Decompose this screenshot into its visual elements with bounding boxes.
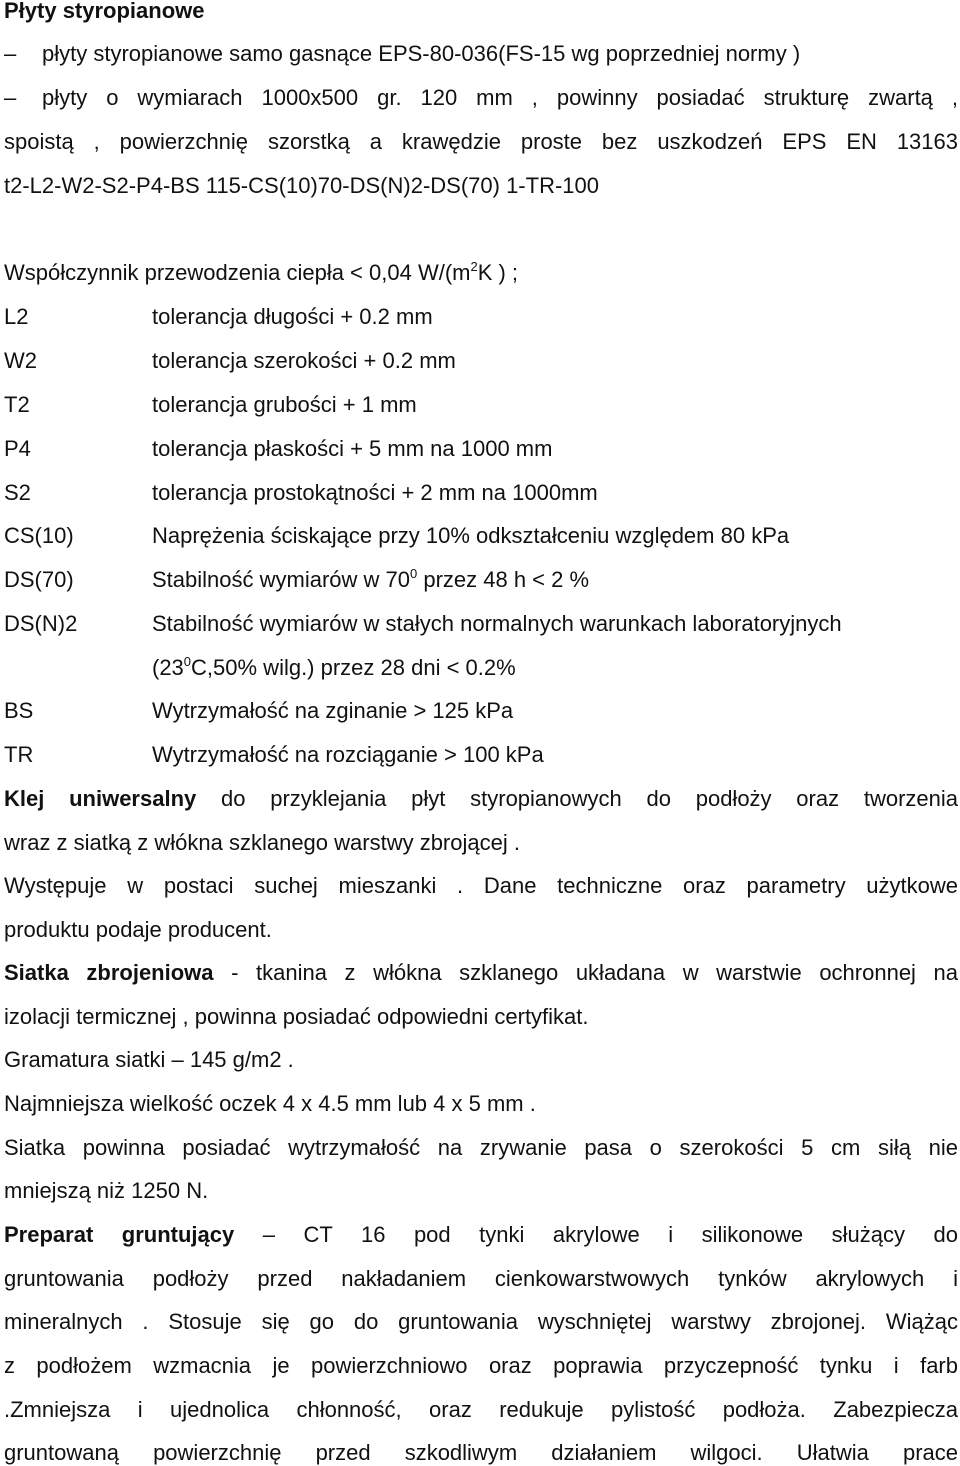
text-line: Siatka powinna posiadać wytrzymałość na zrywanie pasa o szerokości 5 cm siłą nie: [4, 1135, 958, 1160]
param-code: TR: [4, 742, 34, 767]
param-code: DS(70): [4, 567, 74, 592]
text-line: Występuje w postaci suchej mieszanki . Dane techniczne oraz parametry użytkowe: [4, 873, 958, 898]
text-line: wraz z siatką z włókna szklanego warstwy zbrojącej .: [4, 830, 520, 855]
param-desc: Wytrzymałość na zginanie > 125 kPa: [152, 698, 514, 723]
text-line: z podłożem wzmacnia je powierzchniowo oraz poprawia przyczepność tynku i farb: [4, 1353, 958, 1378]
spec-line: spoistą , powierzchnię szorstką a krawędzie proste bez uszkodzeń EPS EN 13163: [4, 129, 958, 154]
bullet-item: – płyty styropianowe samo gasnące EPS-80-036(FS-15 wg poprzedniej normy ): [4, 41, 801, 66]
param-desc: tolerancja długości + 0.2 mm: [152, 304, 433, 329]
param-desc: Stabilność wymiarów w $70^0$ przez 48 h < 2 %: [152, 566, 590, 592]
text-line: gruntowania podłoży przed nakładaniem cienkowarstwowych tynków akrylowych i: [4, 1266, 958, 1291]
bullet-item: – płyty o wymiarach 1000x500 gr. 120 mm , powinny posiadać strukturę zwartą ,: [4, 85, 958, 110]
text-line: produktu podaje producent.: [4, 917, 272, 942]
preparat-heading: Preparat gruntujący: [4, 1222, 235, 1247]
klej-paragraph: Klej uniwersalny do przyklejania płyt styropianowych do podłoży oraz tworzenia: [4, 786, 958, 811]
param-code: P4: [4, 436, 31, 461]
param-desc: Stabilność wymiarów w stałych normalnych warunkach laboratoryjnych: [152, 611, 842, 636]
preparat-paragraph: Preparat gruntujący – CT 16 pod tynki akrylowe i silikonowe służący do: [4, 1222, 958, 1247]
param-desc: tolerancja płaskości + 5 mm na 1000 mm: [152, 436, 553, 461]
conductivity-line: Współczynnik przewodzenia ciepła < 0,04 $W/(m^2K$ ) ;: [4, 259, 519, 285]
param-code: S2: [4, 480, 31, 505]
text-line: izolacji termicznej , powinna posiadać odpowiedni certyfikat.: [4, 1004, 589, 1029]
param-desc: Wytrzymałość na rozciąganie > 100 kPa: [152, 742, 544, 767]
param-desc: tolerancja grubości + 1 mm: [152, 392, 417, 417]
spec-line: t2-L2-W2-S2-P4-BS 115-CS(10)70-DS(N)2-DS(70) 1-TR-100: [4, 173, 599, 198]
klej-heading: Klej uniwersalny: [4, 786, 197, 811]
text-line: gruntowaną powierzchnię przed szkodliwym działaniem wilgoci. Ułatwia prace: [4, 1440, 958, 1465]
siatka-paragraph: Siatka zbrojeniowa - tkanina z włókna szklanego układana w warstwie ochronnej na: [4, 960, 958, 985]
bullet-dash: –: [4, 41, 17, 66]
siatka-heading: Siatka zbrojeniowa: [4, 960, 214, 985]
param-code: T2: [4, 392, 30, 417]
section-title: Płyty styropianowe: [4, 0, 205, 23]
param-desc: tolerancja szerokości + 0.2 mm: [152, 348, 456, 373]
param-code: BS: [4, 698, 34, 723]
param-desc: Naprężenia ściskające przy 10% odkształceniu względem 80 kPa: [152, 523, 790, 548]
text-line: Gramatura siatki – 145 g/m2 .: [4, 1047, 294, 1072]
param-desc: tolerancja prostokątności + 2 mm na 1000mm: [152, 480, 598, 505]
param-code: W2: [4, 348, 37, 373]
text-line: mniejszą niż 1250 N.: [4, 1178, 209, 1203]
text-line: Najmniejsza wielkość oczek 4 x 4.5 mm lub 4 x 5 mm .: [4, 1091, 536, 1116]
param-code: DS(N)2: [4, 611, 78, 636]
param-desc-cont: ($23^0C,50\%$ wilg.) przez 28 dni < 0.2%: [152, 654, 516, 680]
param-code: CS(10): [4, 523, 74, 548]
text-line: .Zmniejsza i ujednolica chłonność, oraz redukuje pylistość podłoża. Zabezpiecza: [4, 1397, 958, 1422]
param-code: L2: [4, 304, 29, 329]
text-line: mineralnych . Stosuje się go do gruntowania wyschniętej warstwy zbrojonej. Wiążąc: [4, 1309, 958, 1334]
bullet-dash: –: [4, 85, 17, 110]
